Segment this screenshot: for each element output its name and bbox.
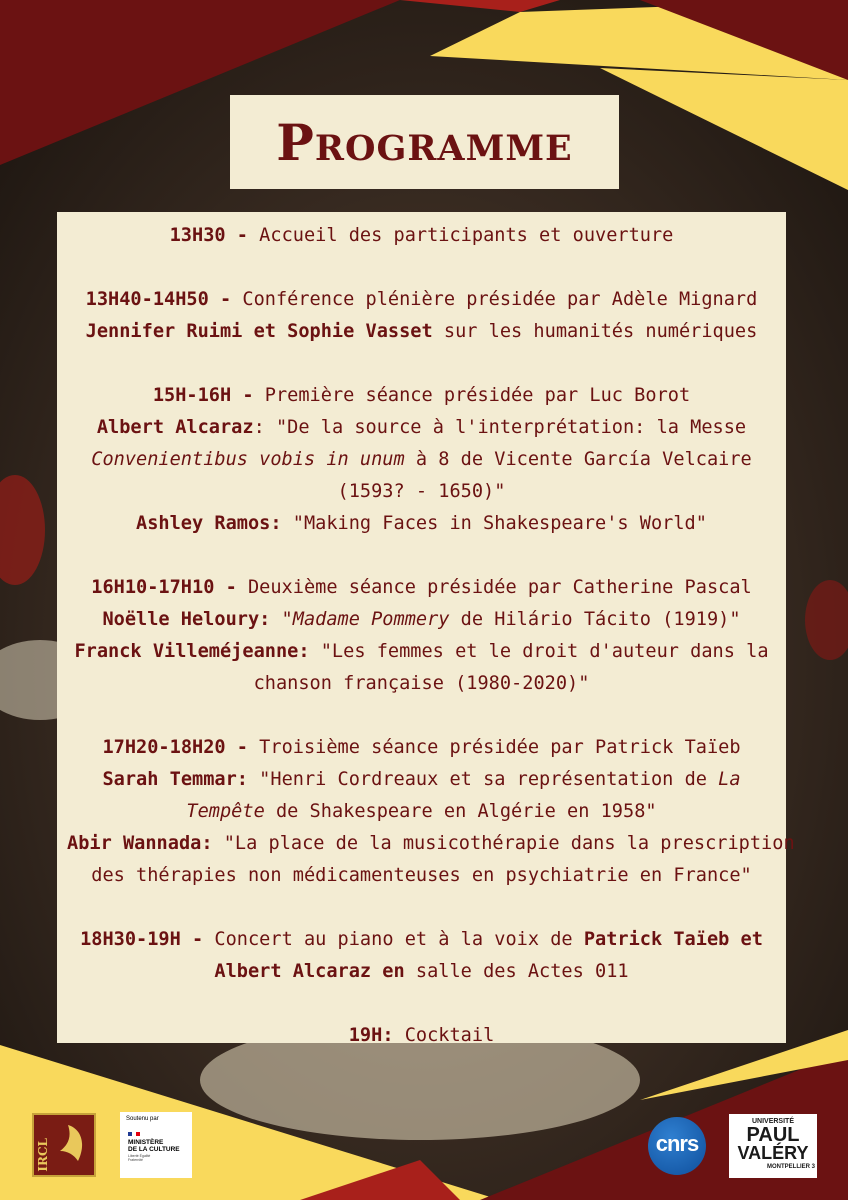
program-line — [67, 828, 795, 860]
program-line — [67, 956, 776, 988]
talk-title-italic: Madame Pommery — [292, 609, 450, 630]
session-time: 17H20-18H20 - — [102, 737, 248, 758]
talk-title: (1593? - 1650)" — [337, 481, 506, 502]
program-line — [67, 444, 776, 476]
session-time: 18H30-19H - — [80, 929, 204, 950]
ircl-logo-text: IRCL — [36, 1138, 50, 1172]
talk-title: des thérapies non médicamenteuses en psychiatrie en France" — [91, 865, 752, 886]
universite-paul-valery-logo — [729, 1114, 817, 1178]
upv-montpellier-text: MONTPELLIER 3 — [766, 1164, 815, 1170]
program-line — [67, 668, 776, 700]
session-text: Cocktail — [393, 1025, 495, 1046]
session-time: 13H30 - — [169, 225, 248, 246]
session-text: Conférence plénière présidée par Adèle Mignard — [231, 289, 758, 310]
upv-valery-text: VALÉRY — [737, 1143, 809, 1163]
speaker-name: Ashley Ramos: — [136, 513, 282, 534]
talk-title-italic: Convenientibus vobis in unum — [91, 449, 405, 470]
program-line — [67, 284, 776, 316]
program-line — [67, 732, 776, 764]
speaker-names: Jennifer Ruimi et Sophie Vasset — [85, 321, 433, 342]
culture-soutenu-text: Soutenu par — [126, 1116, 159, 1122]
session-time: 16H10-17H10 - — [91, 577, 237, 598]
french-flag-icon — [128, 1132, 140, 1136]
session-time: 19H: — [348, 1025, 394, 1046]
talk-title: "Henri Cordreaux et sa représentation de — [247, 769, 719, 790]
program-line — [67, 476, 776, 508]
title-box — [230, 95, 619, 189]
talk-title: à 8 de Vicente García Velcaire — [404, 449, 752, 470]
program-line — [67, 380, 776, 412]
cnrs-logo — [648, 1117, 706, 1175]
speaker-name: Abir Wannada: — [67, 833, 213, 854]
culture-devise-text: Liberté Égalité Fraternité — [128, 1154, 151, 1162]
program-box — [57, 212, 795, 1046]
program-line — [67, 764, 776, 796]
cnrs-logo-text: cnrs — [655, 1131, 699, 1156]
page-title: Programme — [276, 112, 573, 172]
event-location: salle des Actes 011 — [404, 961, 629, 982]
session-time: 13H40-14H50 - — [85, 289, 232, 310]
speaker-name: Noëlle Heloury: — [102, 609, 271, 630]
session-text: Troisième séance présidée par Patrick Taïeb — [247, 737, 741, 758]
session-text: Première séance présidée par Luc Borot — [253, 385, 691, 406]
talk-title: "Les femmes et le droit d'auteur dans la — [309, 641, 769, 662]
ircl-logo — [32, 1113, 96, 1177]
talk-title: de Shakespeare en Algérie en 1958" — [264, 801, 657, 822]
session-time: 15H-16H - — [152, 385, 254, 406]
session-text: Deuxième séance présidée par Catherine Pascal — [236, 577, 752, 598]
talk-title: chanson française (1980-2020)" — [253, 673, 590, 694]
program-line — [67, 604, 776, 636]
session-text: Concert au piano et à la voix de — [203, 929, 584, 950]
program-line — [67, 412, 776, 444]
culture-ministere-text: MINISTÈRE — [128, 1139, 164, 1146]
talk-title: "La place de la musicothérapie dans la prescription — [212, 833, 795, 854]
talk-title: " — [270, 609, 293, 630]
session-text: Accueil des participants et ouverture — [247, 225, 674, 246]
program-line — [67, 316, 776, 348]
talk-title: : "De la source à l'interprétation: la Messe — [253, 417, 747, 438]
program-line — [67, 636, 776, 668]
program-line — [67, 508, 776, 540]
upv-universite-text: UNIVERSITÉ — [751, 1118, 794, 1125]
program-line — [67, 924, 776, 956]
culture-name — [128, 1139, 180, 1153]
speaker-name: Albert Alcaraz — [96, 417, 254, 438]
program-line — [67, 1020, 776, 1052]
performer-names: Patrick Taïeb et — [583, 929, 763, 950]
program-line — [67, 572, 776, 604]
talk-title-italic: Tempête — [186, 801, 265, 822]
talk-title: "Making Faces in Shakespeare's World" — [281, 513, 707, 534]
performer-names: Albert Alcaraz en — [214, 961, 405, 982]
talk-title: de Hilário Tácito (1919)" — [449, 609, 741, 630]
program-line — [67, 860, 776, 892]
talk-title-italic: La — [718, 769, 741, 790]
upv-paul-text: PAUL — [746, 1124, 800, 1146]
speaker-name: Franck Villeméjeanne: — [74, 641, 310, 662]
program-line — [67, 220, 776, 252]
program-line — [67, 796, 776, 828]
culture-de-la-text: DE LA CULTURE — [128, 1146, 180, 1153]
talk-topic: sur les humanités numériques — [432, 321, 758, 342]
ministere-culture-logo — [120, 1112, 192, 1178]
speaker-name: Sarah Temmar: — [102, 769, 248, 790]
